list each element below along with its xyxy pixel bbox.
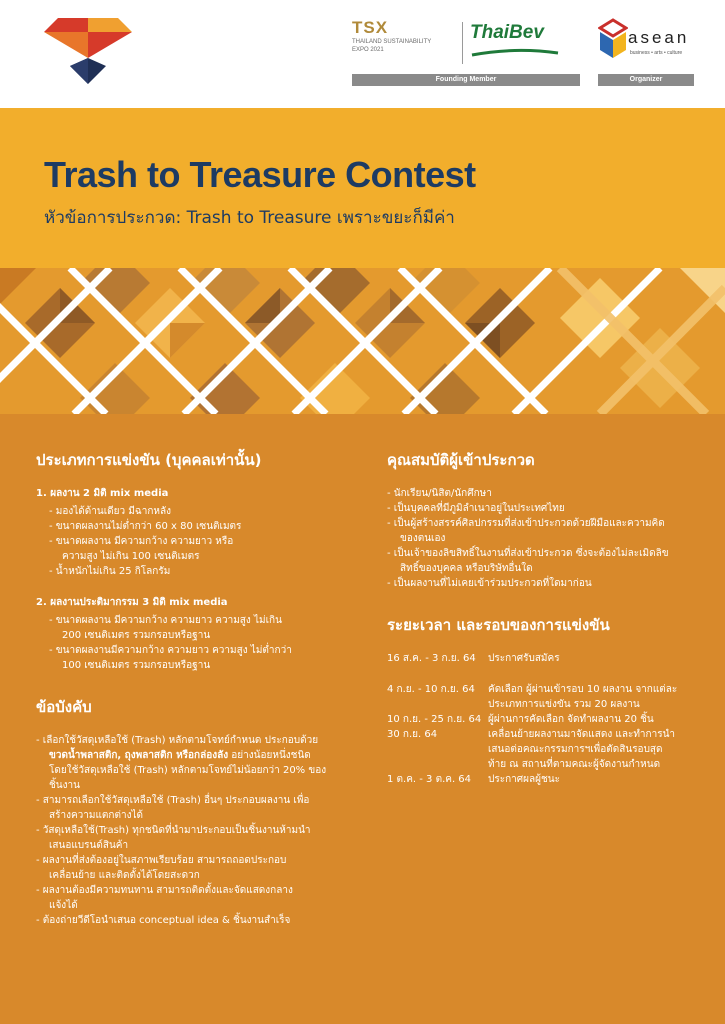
category-2d-item: - ขนาดผลงานไม่ต่ำกว่า 60 x 80 เซนติเมตร <box>49 521 242 532</box>
timeline-date: 30 ก.ย. 64 <box>387 729 438 740</box>
tsx-year: EXPO 2021 <box>352 47 384 53</box>
qualification-item: ของตนเอง <box>400 533 446 544</box>
qualifications-heading: คุณสมบัติผู้เข้าประกวด <box>387 451 535 469</box>
asean-logo <box>598 18 694 68</box>
timeline-date <box>387 757 488 772</box>
asean-name: asean <box>628 28 690 47</box>
page-subtitle: หัวข้อการประกวด: Trash to Treasure เพราะขยะก็มีค่า <box>44 208 455 228</box>
rule-line: - สามารถเลือกใช้วัสดุเหลือใช้ (Trash) อื่นๆ ประกอบผลงาน เพื่อ <box>36 795 310 806</box>
rule-line: - ต้องถ่ายวีดีโอนำเสนอ conceptual idea & ชิ้นงานสำเร็จ <box>36 915 291 926</box>
thaibev-logo <box>470 22 570 62</box>
asean-tagline: business • arts • culture <box>630 50 683 56</box>
spacer <box>36 579 346 595</box>
rules-heading: ข้อบังคับ <box>36 698 92 716</box>
timeline-desc: ประกาศผลผู้ชนะ <box>488 774 560 785</box>
tsx-logo <box>352 18 464 68</box>
timeline-row <box>387 651 699 666</box>
qualification-item: - นักเรียน/นิสิต/นักศึกษา <box>387 488 492 499</box>
thaibev-swoosh-icon <box>470 47 560 59</box>
qualification-item: สิทธิ์ของบุคคล หรือบริษัทอื่นใด <box>400 563 533 574</box>
spacer <box>36 673 346 695</box>
timeline-heading: ระยะเวลา และรอบของการแข่งขัน <box>387 616 610 634</box>
timeline-row <box>387 742 699 757</box>
qualification-item: - เป็นเจ้าของลิขสิทธิ์ในงานที่ส่งเข้าประกวด ซึ่งจะต้องไม่ละเมิดลิข <box>387 548 669 559</box>
spacer <box>387 591 699 613</box>
rule-line: ชิ้นงาน <box>49 780 80 791</box>
rule-line: แจ้งได้ <box>49 900 78 911</box>
timeline-desc: ประเภทการแข่งขัน รวม 20 ผลงาน <box>488 699 640 710</box>
title-band <box>0 108 725 268</box>
category-3d-title: 2. ผลงานประติมากรรม 3 มิติ mix media <box>36 597 228 608</box>
rule-materials-emphasis: ขวดน้ำพลาสติก, ถุงพลาสติก หรือกล่องลัง <box>49 750 229 761</box>
timeline-row <box>387 697 699 712</box>
tsx-subtitle: THAILAND SUSTAINABILITY <box>352 39 432 45</box>
timeline-row <box>387 757 699 772</box>
category-2d-item: - น้ำหนักไม่เกิน 25 กิโลกรัม <box>49 566 171 577</box>
category-2d-item: - ขนาดผลงาน มีความกว้าง ความยาว หรือ <box>49 536 234 547</box>
rule-line: - วัสดุเหลือใช้(Trash) ทุกชนิดที่นำมาประกอบเป็นชิ้นงานห้ามนำ <box>36 825 311 836</box>
timeline-date: 4 ก.ย. - 10 ก.ย. 64 <box>387 684 475 695</box>
rule-line: - ผลงานที่ส่งต้องอยู่ในสภาพเรียบร้อย สามารถถอดประกอบ <box>36 855 287 866</box>
category-3d-item: 100 เซนติเมตร รวมกรอบหรือฐาน <box>62 660 211 671</box>
timeline-row <box>387 682 699 697</box>
timeline-date: 10 ก.ย. - 25 ก.ย. 64 <box>387 714 482 725</box>
asean-mark-icon <box>598 18 628 62</box>
category-3d-item: - ขนาดผลงานมีความกว้าง ความยาว ความสูง ไม่ต่ำกว่า <box>49 645 292 656</box>
qualification-item: - เป็นผลงานที่ไม่เคยเข้าร่วมประกวดที่ใดมาก่อน <box>387 578 592 589</box>
rule-line: เสนอแบรนด์สินค้า <box>49 840 129 851</box>
left-column <box>36 448 346 928</box>
timeline-row <box>387 727 699 742</box>
timeline-desc: ประกาศรับสมัคร <box>488 653 560 664</box>
timeline-date <box>387 697 488 712</box>
logo-divider <box>462 22 463 64</box>
spacer <box>387 666 699 682</box>
tsx-title: TSX <box>352 18 389 37</box>
timeline-desc: คัดเลือก ผู้ผ่านเข้ารอบ 10 ผลงาน จากแต่ละ <box>488 684 678 695</box>
category-2d-item: - มองได้ด้านเดียว มีฉากหลัง <box>49 506 171 517</box>
timeline-date <box>387 742 488 757</box>
timeline-desc: เสนอต่อคณะกรรมการฯเพื่อตัดสินรอบสุด <box>488 744 663 755</box>
page-title: Trash to Treasure Contest <box>44 154 476 195</box>
rule-materials-rest: อย่างน้อยหนึ่งชนิด <box>228 750 311 761</box>
organizer-label: Organizer <box>598 74 694 86</box>
timeline-desc: เคลื่อนย้ายผลงานมาจัดแสดง และทำการนำ <box>488 729 676 740</box>
category-2d-title: 1. ผลงาน 2 มิติ mix media <box>36 488 169 499</box>
categories-heading: ประเภทการแข่งขัน (บุคคลเท่านั้น) <box>36 451 262 469</box>
timeline-date: 16 ส.ค. - 3 ก.ย. 64 <box>387 653 476 664</box>
category-3d-item: - ขนาดผลงาน มีความกว้าง ความยาว ความสูง ไม่เกิน <box>49 615 282 626</box>
timeline-desc: ผู้ผ่านการคัดเลือก จัดทำผลงาน 20 ชิ้น <box>488 714 654 725</box>
decorative-pattern <box>0 268 725 414</box>
thaibev-name: ThaiBev <box>470 22 544 43</box>
rule-line: โดยใช้วัสดุเหลือใช้ (Trash) หลักตามโจทย์ไม่น้อยกว่า 20% ของ <box>49 765 327 776</box>
rule-line: สร้างความแตกต่างได้ <box>49 810 143 821</box>
timeline-row <box>387 712 699 727</box>
rule-line: เคลื่อนย้าย และติดตั้งได้โดยสะดวก <box>49 870 200 881</box>
timeline-date: 1 ต.ค. - 3 ต.ค. 64 <box>387 774 472 785</box>
qualification-item: - เป็นบุคคลที่มีภูมิลำเนาอยู่ในประเทศไทย <box>387 503 565 514</box>
content-area <box>0 414 725 1024</box>
category-2d-item: ความสูง ไม่เกิน 100 เซนติเมตร <box>62 551 200 562</box>
contest-logo <box>44 18 132 84</box>
timeline-row <box>387 772 699 787</box>
category-3d-item: 200 เซนติเมตร รวมกรอบหรือฐาน <box>62 630 211 641</box>
rule-line: - เลือกใช้วัสดุเหลือใช้ (Trash) หลักตามโจทย์กำหนด ประกอบด้วย <box>36 735 319 746</box>
rule-line: - ผลงานต้องมีความทนทาน สามารถติดตั้งและจัดแสดงกลาง <box>36 885 293 896</box>
timeline-desc: ท้าย ณ สถานที่ตามคณะผู้จัดงานกำหนด <box>488 759 661 770</box>
rule-line <box>36 748 346 763</box>
right-column <box>387 448 699 787</box>
founding-member-label: Founding Member <box>352 74 580 86</box>
lattice-pattern-graphic <box>0 268 725 414</box>
qualification-item: - เป็นผู้สร้างสรรค์ศิลปกรรมที่ส่งเข้าประกวดด้วยฝีมือและความคิด <box>387 518 665 529</box>
header <box>0 0 725 108</box>
